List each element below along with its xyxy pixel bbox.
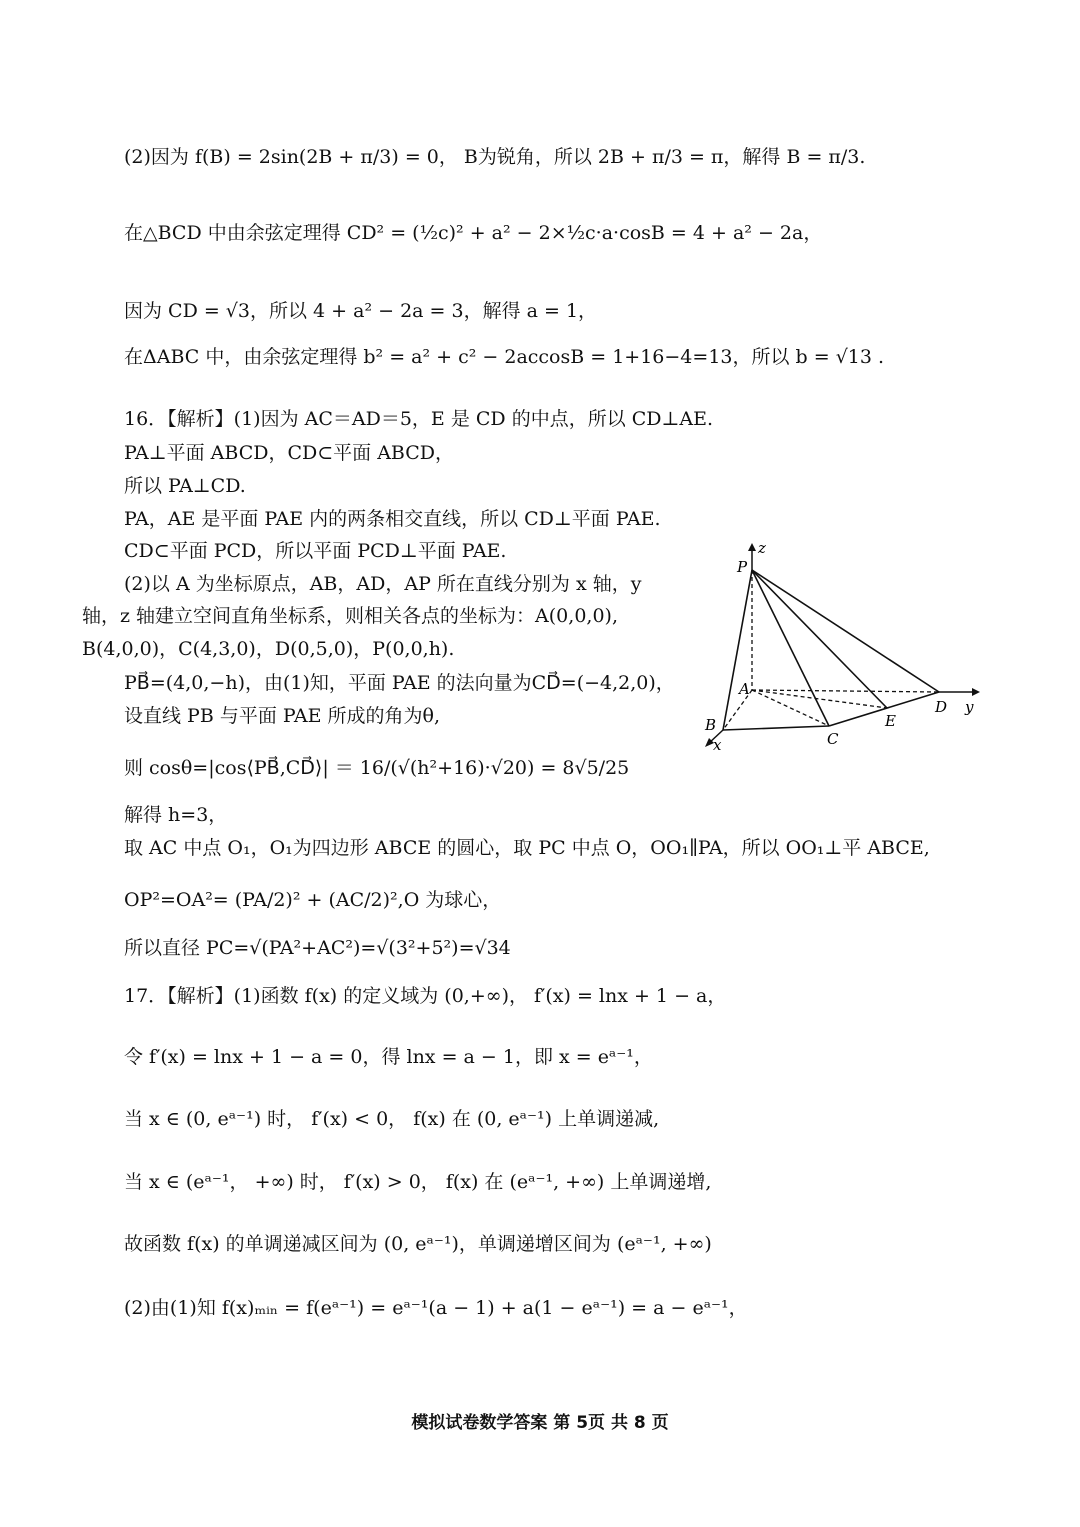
text-line-4: 在ΔABC 中，由余弦定理得 b² = a² + c² − 2accosB = 1+16−4=13，所以 b = √13 . [124,346,885,368]
z-axis-arrow [748,543,756,551]
label-A: A [739,680,750,698]
text-line-1: (2)因为 f(B) = 2sin(2B + π/3) = 0， B为锐角，所以 2B + π/3 = π，解得 B = π/3. [124,146,866,168]
text-line-10: (2)以 A 为坐标原点，AB，AD，AP 所在直线分别为 x 轴，y [124,573,642,595]
edge-BC [723,726,829,730]
text-line-25: (2)由(1)知 f(x)ₘᵢₙ = f(eᵃ⁻¹) = eᵃ⁻¹(a − 1) + a(1 − eᵃ⁻¹) = a − eᵃ⁻¹， [124,1297,748,1319]
text-line-22: 当 x ∈ (0, eᵃ⁻¹) 时， f′(x) < 0， f(x) 在 (0, eᵃ⁻¹) 上单调递减, [124,1108,660,1130]
text-line-18: OP²=OA²= (PA/2)² + (AC/2)²,O 为球心， [124,889,502,911]
edge-AD [752,690,939,692]
text-line-16: 解得 h=3， [124,804,228,826]
text-line-3: 因为 CD = √3，所以 4 + a² − 2a = 3，解得 a = 1， [124,300,598,322]
label-P: P [737,558,748,576]
text-line-2: 在△BCD 中由余弦定理得 CD² = (½c)² + a² − 2×½c·a·cosB = 4 + a² − 2a， [124,222,823,244]
label-z: z [758,540,766,557]
text-line-9: CD⊂平面 PCD，所以平面 PCD⊥平面 PAE. [124,540,507,562]
text-line-24: 故函数 f(x) 的单调递减区间为 (0, eᵃ⁻¹)，单调递增区间为 (eᵃ⁻¹, +∞) [124,1233,712,1255]
text-line-21: 令 f′(x) = lnx + 1 − a = 0，得 lnx = a − 1，即 x = eᵃ⁻¹， [124,1046,653,1068]
text-line-7: 所以 PA⊥CD. [124,475,246,497]
text-line-17: 取 AC 中点 O₁，O₁为四边形 ABCE 的圆心，取 PC 中点 O，OO₁∥PA，所以 OO₁⊥平 ABCE, [124,837,930,859]
text-line-23: 当 x ∈ (eᵃ⁻¹， +∞) 时， f′(x) > 0， f(x) 在 (eᵃ⁻¹, +∞) 上单调递增, [124,1171,712,1193]
label-B: B [705,716,717,734]
edge-PC [752,570,829,726]
edge-CD [829,692,939,726]
edge-PE [752,570,887,708]
label-C: C [827,730,839,748]
text-line-20: 17．【解析】(1)函数 f(x) 的定义域为 (0,+∞)， f′(x) = lnx + 1 − a， [124,985,727,1007]
text-line-8: PA，AE 是平面 PAE 内的两条相交直线，所以 CD⊥平面 PAE. [124,508,661,530]
edge-PD [752,570,939,692]
label-E: E [885,712,896,730]
text-line-15: 则 cosθ=|cos⟨PB⃗,CD⃗⟩| ＝ 16/(√(h²+16)·√20) = 8√5/25 [124,757,630,779]
text-line-5: 16．【解析】(1)因为 AC＝AD＝5，E 是 CD 的中点，所以 CD⊥AE. [124,408,714,430]
page-footer: 模拟试卷数学答案 第 5页 共 8 页 [411,1413,669,1433]
text-line-13: PB⃗=(4,0,−h)，由(1)知，平面 PAE 的法向量为CD⃗=(−4,2,0)， [124,672,675,694]
edge-PB [723,570,752,730]
text-line-12: B(4,0,0)，C(4,3,0)，D(0,5,0)，P(0,0,h). [82,638,455,660]
label-y: y [965,698,974,716]
text-line-14: 设直线 PB 与平面 PAE 所成的角为θ, [124,705,441,727]
pyramid-diagram [695,540,985,755]
text-line-11: 轴，z 轴建立空间直角坐标系，则相关各点的坐标为：A(0,0,0), [82,605,618,627]
y-axis-arrow [972,688,980,696]
text-line-19: 所以直径 PC=√(PA²+AC²)=√(3²+5²)=√34 [124,937,511,959]
text-line-6: PA⊥平面 ABCD，CD⊂平面 ABCD， [124,442,455,464]
label-D: D [935,698,948,716]
label-x: x [713,736,722,754]
